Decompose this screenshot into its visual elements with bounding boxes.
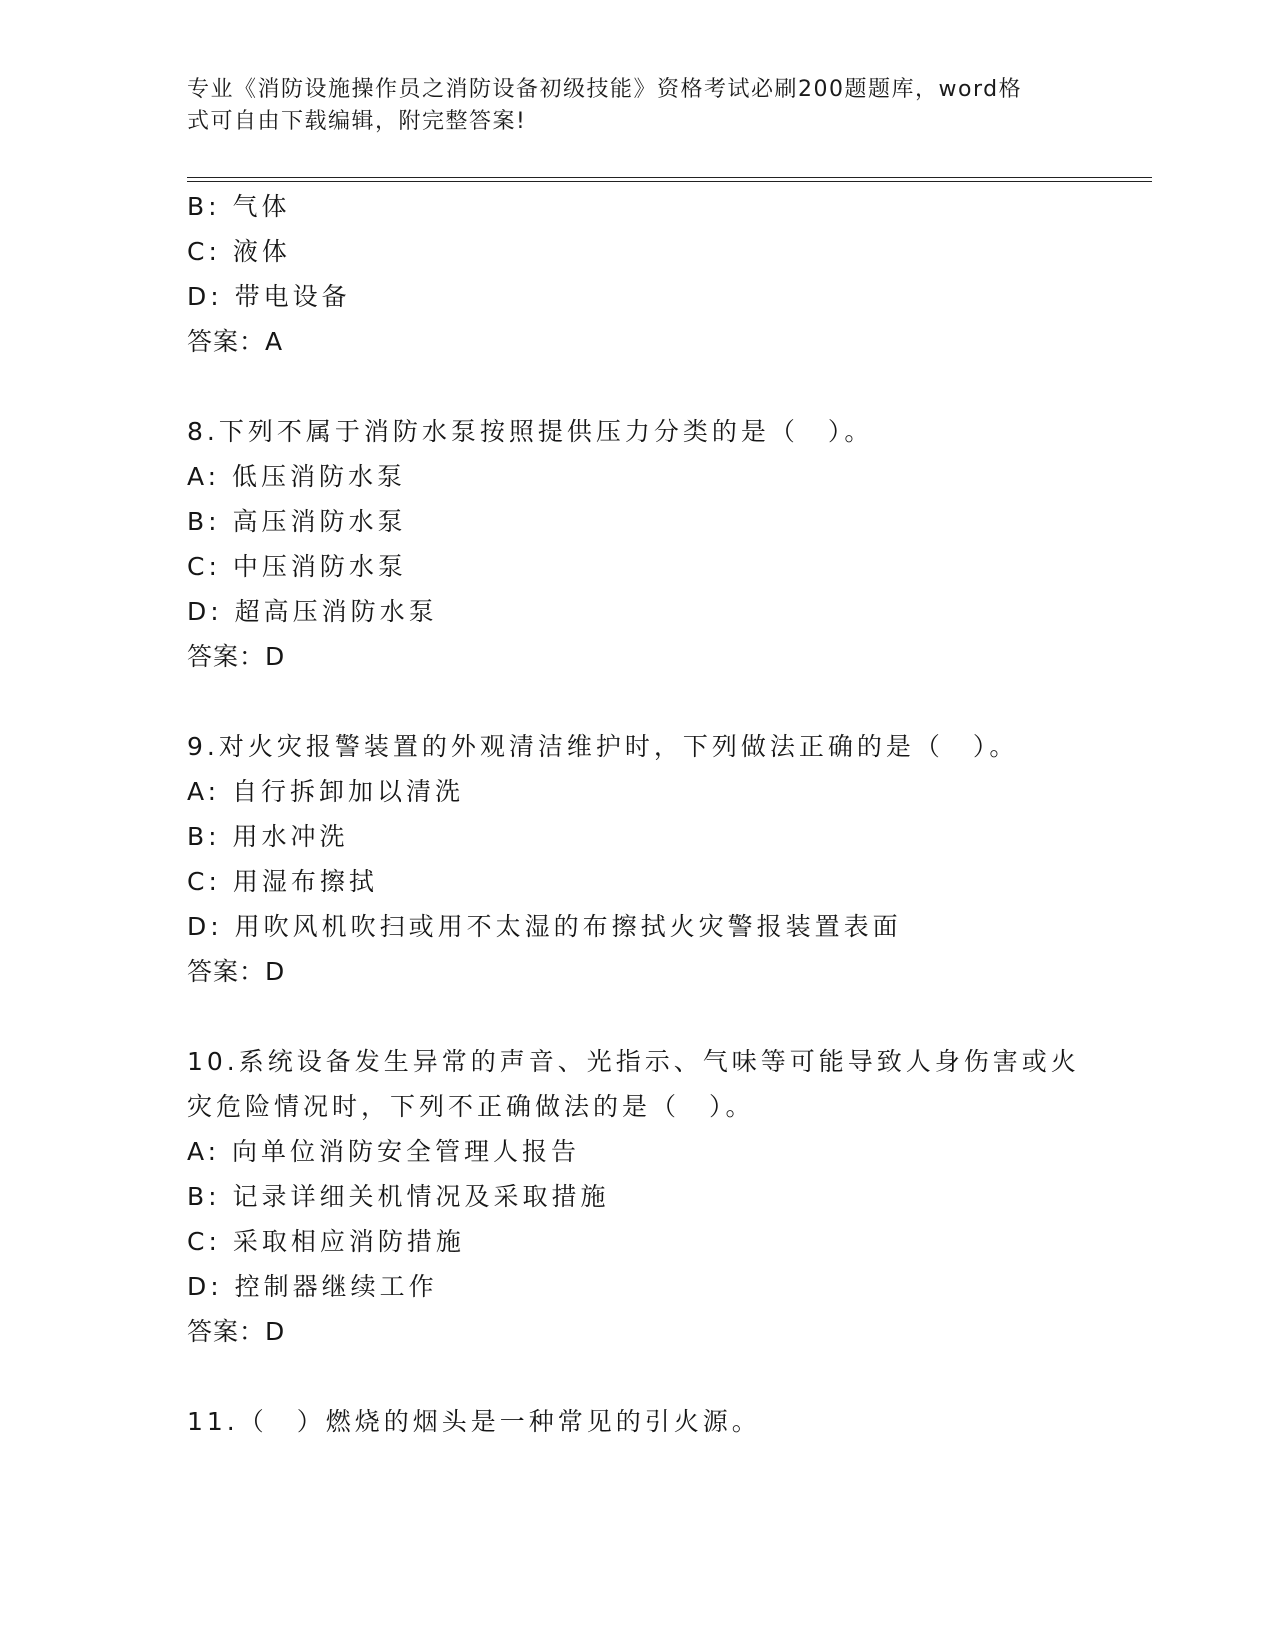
prev-option-d: D: 带电设备 [187, 282, 351, 311]
header-rule-bottom [187, 181, 1152, 182]
prev-option-c: C: 液体 [187, 237, 291, 266]
header-rule-top [187, 177, 1152, 178]
question-10-option-d: D: 控制器继续工作 [187, 1272, 438, 1301]
question-10-option-a: A: 向单位消防安全管理人报告 [187, 1137, 581, 1166]
prev-answer: 答案：A [187, 327, 284, 356]
question-8-answer: 答案：D [187, 642, 286, 671]
header-line-1: 专业《消防设施操作员之消防设备初级技能》资格考试必刷200题题库，word格 [187, 77, 1023, 102]
question-9-option-a: A: 自行拆卸加以清洗 [187, 777, 465, 806]
document-header [187, 74, 1067, 138]
question-10-option-c: C: 采取相应消防措施 [187, 1227, 465, 1256]
question-9-stem: 9.对火灾报警装置的外观清洁维护时，下列做法正确的是（ ）。 [187, 732, 1019, 761]
question-11-stem: 11.（ ）燃烧的烟头是一种常见的引火源。 [187, 1407, 761, 1436]
question-9-option-c: C: 用湿布擦拭 [187, 867, 378, 896]
question-10-stem-line-2: 灾危险情况时，下列不正确做法的是（ ）。 [187, 1092, 755, 1121]
question-9-option-b: B: 用水冲洗 [187, 822, 349, 851]
question-9-answer: 答案：D [187, 957, 286, 986]
question-8-option-a: A: 低压消防水泵 [187, 462, 407, 491]
question-8-option-b: B: 高压消防水泵 [187, 507, 407, 536]
prev-option-b: B: 气体 [187, 192, 291, 221]
header-line-2: 式可自由下载编辑，附完整答案! [187, 109, 527, 134]
question-9-option-d: D: 用吹风机吹扫或用不太湿的布擦拭火灾警报装置表面 [187, 912, 902, 941]
question-10-answer: 答案：D [187, 1317, 286, 1346]
question-8-stem: 8.下列不属于消防水泵按照提供压力分类的是（ ）。 [187, 417, 874, 446]
question-10-stem-line-1: 10.系统设备发生异常的声音、光指示、气味等可能导致人身伤害或火 [187, 1047, 1080, 1076]
question-8-option-c: C: 中压消防水泵 [187, 552, 407, 581]
question-8-option-d: D: 超高压消防水泵 [187, 597, 438, 626]
question-10-option-b: B: 记录详细关机情况及采取措施 [187, 1182, 610, 1211]
